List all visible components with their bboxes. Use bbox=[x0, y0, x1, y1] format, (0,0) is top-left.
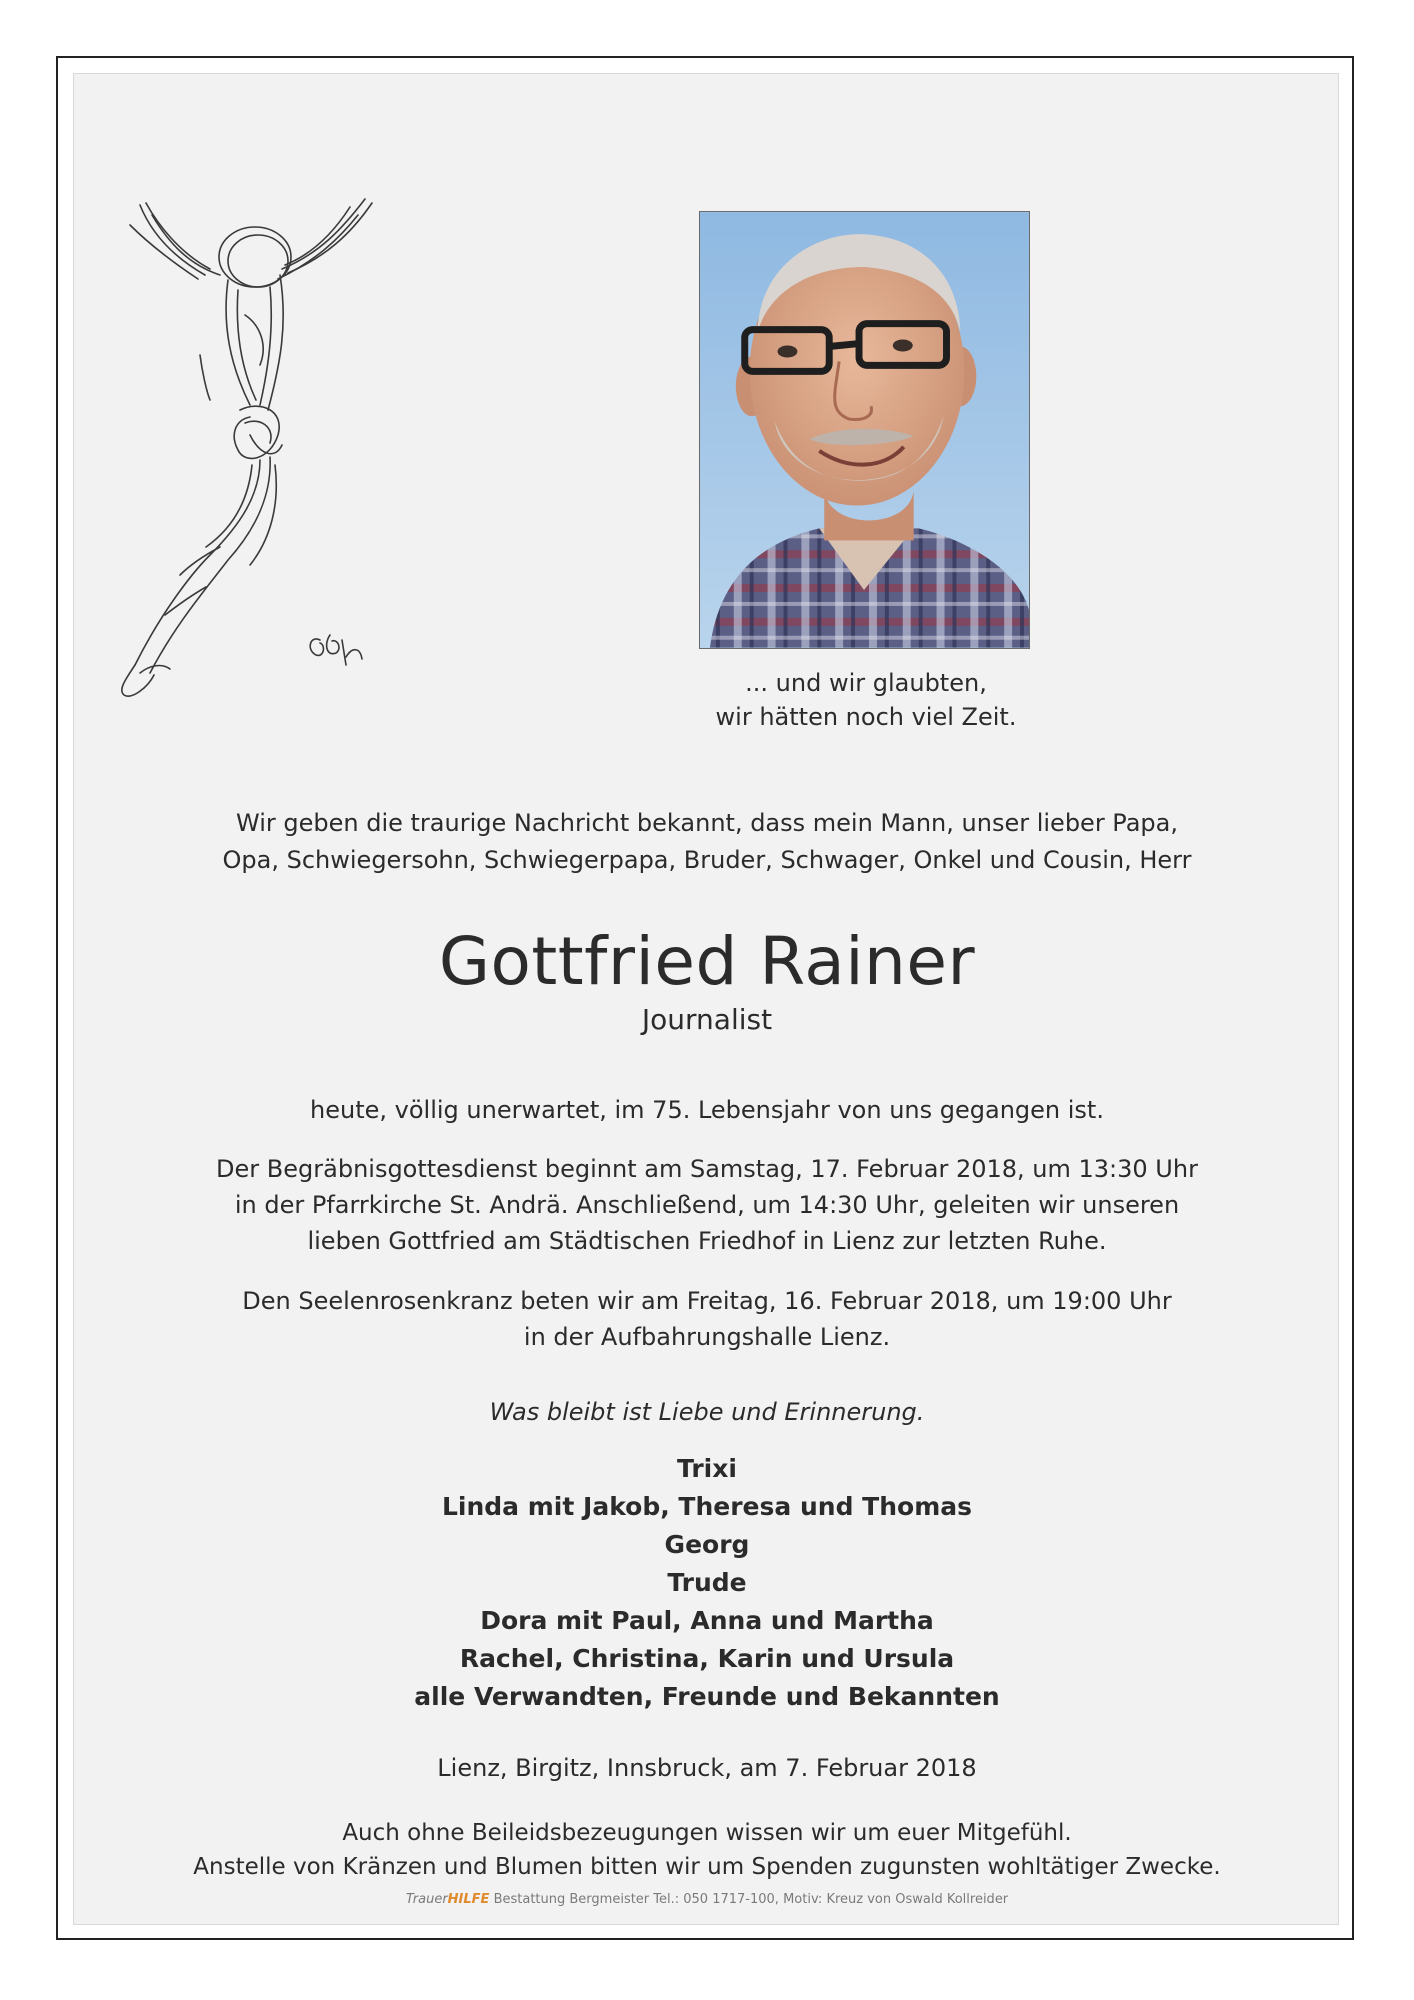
footer-brand-part1: Trauer bbox=[405, 1892, 448, 1907]
deceased-profession: Journalist bbox=[641, 1003, 773, 1036]
rosary-line: Den Seelenrosenkranz beten wir am Freitag, 16. Februar 2018, um 19:00 Uhr bbox=[242, 1287, 1172, 1315]
deceased-name: Gottfried Rainer bbox=[438, 923, 976, 1000]
closing-note bbox=[100, 1816, 1314, 1884]
crucifix-sketch-icon bbox=[110, 195, 380, 715]
quote bbox=[666, 666, 1066, 734]
announcement-intro bbox=[100, 805, 1314, 879]
mourner: alle Verwandten, Freunde und Bekannten bbox=[414, 1682, 1000, 1711]
quote-line: wir hätten noch viel Zeit. bbox=[715, 703, 1017, 731]
intro-line: Wir geben die traurige Nachricht bekannt, dass mein Mann, unser lieber Papa, bbox=[236, 809, 1178, 837]
closing-line: Auch ohne Beileidsbezeugungen wissen wir um euer Mitgefühl. bbox=[342, 1820, 1072, 1846]
footer-brand-part2: HILFE bbox=[447, 1892, 490, 1907]
rosary-details bbox=[100, 1283, 1314, 1355]
funeral-line: in der Pfarrkirche St. Andrä. Anschließend, um 14:30 Uhr, geleiten wir unseren bbox=[234, 1191, 1180, 1219]
passing-text: heute, völlig unerwartet, im 75. Lebensjahr von uns gegangen ist. bbox=[310, 1096, 1104, 1124]
intro-line: Opa, Schwiegersohn, Schwiegerpapa, Bruder, Schwager, Onkel und Cousin, Herr bbox=[222, 846, 1192, 874]
mourner: Georg bbox=[664, 1530, 750, 1559]
mourner: Linda mit Jakob, Theresa und Thomas bbox=[441, 1492, 972, 1521]
funeral-line: Der Begräbnisgottesdienst beginnt am Samstag, 17. Februar 2018, um 13:30 Uhr bbox=[216, 1155, 1198, 1183]
mourner: Dora mit Paul, Anna und Martha bbox=[480, 1606, 934, 1635]
footer-credits bbox=[100, 1891, 1314, 1909]
footer-info: Bestattung Bergmeister Tel.: 050 1717-100, Motiv: Kreuz von Oswald Kollreider bbox=[489, 1892, 1009, 1907]
mourner: Trixi bbox=[677, 1454, 737, 1483]
mourner: Rachel, Christina, Karin und Ursula bbox=[459, 1644, 955, 1673]
closing-line: Anstelle von Kränzen und Blumen bitten wir um Spenden zugunsten wohltätiger Zwecke. bbox=[193, 1854, 1221, 1880]
rosary-line: in der Aufbahrungshalle Lienz. bbox=[523, 1323, 891, 1351]
funeral-details bbox=[100, 1151, 1314, 1259]
funeral-line: lieben Gottfried am Städtischen Friedhof in Lienz zur letzten Ruhe. bbox=[307, 1227, 1107, 1255]
portrait-photo bbox=[699, 211, 1030, 649]
mourner: Trude bbox=[667, 1568, 747, 1597]
mourners-list bbox=[100, 1450, 1314, 1716]
motto: Was bleibt ist Liebe und Erinnerung. bbox=[489, 1398, 925, 1426]
place-date: Lienz, Birgitz, Innsbruck, am 7. Februar 2018 bbox=[437, 1754, 977, 1782]
quote-line: ... und wir glaubten, bbox=[745, 669, 987, 697]
